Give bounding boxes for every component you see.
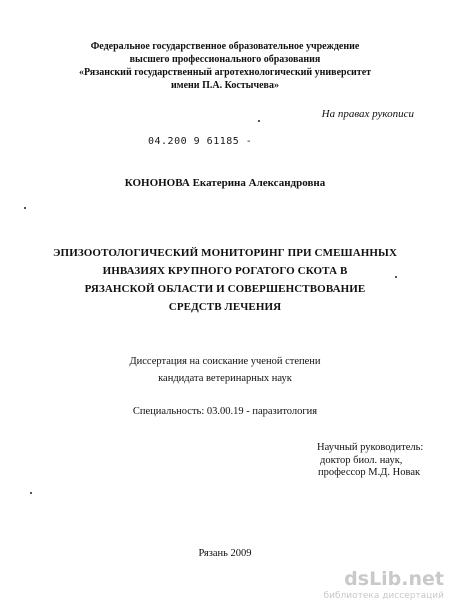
advisor-line-1: Научный руководитель: <box>317 442 424 453</box>
author-name: КОНОНОВА Екатерина Александровна <box>124 177 326 189</box>
degree-line-1: Диссертация на соискание ученой степени <box>129 356 321 367</box>
dissertation-title-line-3: РЯЗАНСКОЙ ОБЛАСТИ И СОВЕРШЕНСТВОВАНИЕ <box>84 283 366 295</box>
institution-line-4: имени П.А. Костычева» <box>171 80 279 91</box>
dissertation-title-line-1: ЭПИЗООТОЛОГИЧЕСКИЙ МОНИТОРИНГ ПРИ СМЕШАННЫХ <box>53 247 397 259</box>
dslib-watermark <box>322 568 444 604</box>
advisor-line-3: профессор М.Д. Новак <box>318 467 421 478</box>
dissertation-title-line-2: ИНВАЗИЯХ КРУПНОГО РОГАТОГО СКОТА В <box>102 265 348 277</box>
institution-line-3: «Рязанский государственный агротехнологический университет <box>78 67 372 78</box>
advisor-line-2: доктор биол. наук, <box>320 455 403 466</box>
degree-line-2: кандидата ветеринарных наук <box>158 373 292 384</box>
scan-speck <box>258 120 260 122</box>
dissertation-title-line-4: СРЕДСТВ ЛЕЧЕНИЯ <box>168 301 282 313</box>
specialty: Специальность: 03.00.19 - паразитология <box>132 406 318 417</box>
institution-line-2: высшего профессионального образования <box>129 54 321 65</box>
institution-line-1: Федеральное государственное образовательное учреждение <box>90 41 360 52</box>
watermark-tagline: библиотека диссертаций <box>323 591 444 601</box>
city-year: Рязань 2009 <box>198 548 252 559</box>
rights-note: На правах рукописи <box>321 108 414 120</box>
watermark-brand: dsLib.net <box>344 568 444 590</box>
scan-speck <box>30 492 32 494</box>
scan-speck <box>24 207 26 209</box>
library-stamp-code: 04.200 9 61185 - <box>148 136 253 147</box>
scan-speck <box>395 276 397 278</box>
